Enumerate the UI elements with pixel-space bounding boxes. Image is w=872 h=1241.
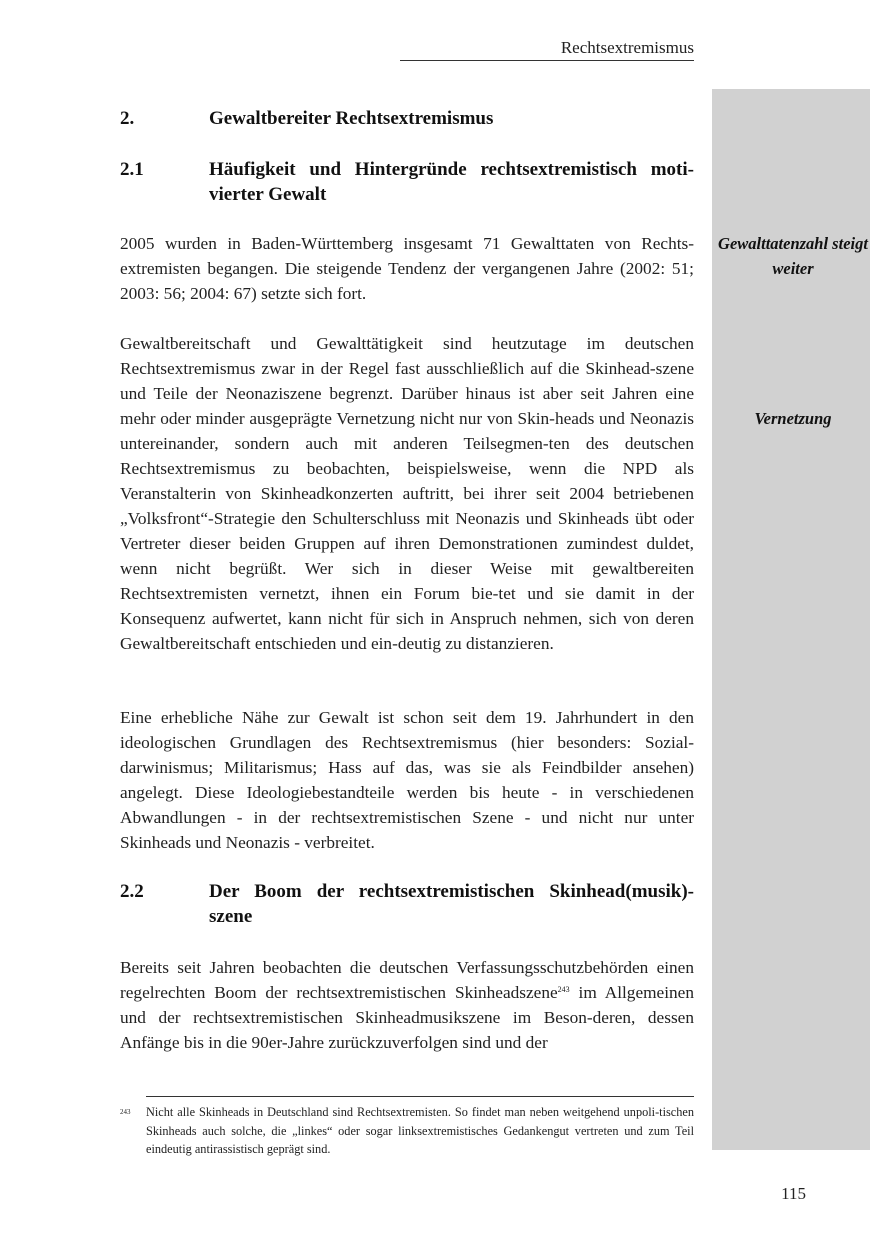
footnote-text: Nicht alle Skinheads in Deutschland sind Rechtsextremisten. So findet man neben weitgehend unpoli-tischen Skinheads auch solche, die „linkes“ oder sogar linksextremistisches Gedankengut vertreten und zum Teil eindeutig antirassistisch geprägt sind. xyxy=(146,1105,694,1156)
section-number: 2. xyxy=(120,108,135,129)
section-number: 2.1 xyxy=(120,159,144,180)
paragraph-text: Bereits seit Jahren beobachten die deutschen Verfassungsschutzbehörden einen regelrechten Boom der rechtsextremistischen Skinheadszene xyxy=(120,958,694,1002)
page-number: 115 xyxy=(781,1184,806,1203)
body-paragraph: Gewaltbereitschaft und Gewalttätigkeit sind heutzutage im deutschen Rechtsextremismus zwar in der Regel fast ausschließlich auf die Skinhead-szene und Teile der Neonaziszene begrenzt. Darüber hinaus ist aber seit Jahren eine mehr oder minder ausgeprägte Vernetzung nicht nur von Skin-heads und Neonazis untereinander, sondern auch mit anderen Teilsegmen-ten des deutschen Rechtsextremismus zu beobachten, beispielsweise, wenn die NPD als Veranstalterin von Skinheadkonzerten auftritt, bei ihrer seit 2004 betriebenen „Volksfront“-Strategie den Schulterschluss mit Neonazis und Skinheads übt oder Vertreter dieser beiden Gruppen auf ihren Demonstrationen zumindest duldet, wenn nicht begrüßt. Wer sich in dieser Weise mit gewaltbereiten Rechtsextremisten vernetzt, ihnen ein Forum bie-tet und sie damit in der Konsequenz aufwertet, kann nicht für sich in Anspruch nehmen, sich von deren Gewaltbereitschaft entschieden und ein-deutig zu distanzieren. xyxy=(120,334,694,653)
margin-note-gewalttatenzahl: Gewalttatenzahl steigt weiter xyxy=(718,234,868,278)
paragraph-text: im Allgemeinen und der rechtsextremistischen Skinheadmusikszene im Beson-deren, dessen Anfänge bis in die 90er-Jahre zurückzuverfolgen sind und der xyxy=(120,983,694,1052)
margin-note-vernetzung: Vernetzung xyxy=(754,409,832,428)
body-paragraph: Eine erhebliche Nähe zur Gewalt ist schon seit dem 19. Jahrhundert in den ideologischen Grundlagen des Rechtsextremismus (hier besonders: Sozial-darwinismus; Militarismus; Hass auf das, was sie als Feindbilder ansehen) angelegt. Diese Ideologiebestandteile werden bis heute - in verschiedenen Abwandlungen - in der rechtsextremistischen Szene - und nicht nur unter Skinheads und Neonazis - verbreitet. xyxy=(120,708,694,852)
header-rule xyxy=(400,60,694,61)
footnote-rule xyxy=(146,1096,694,1097)
section-heading-2-2 xyxy=(120,879,694,929)
header-title: Rechtsextremismus xyxy=(560,38,694,57)
section-heading-2 xyxy=(120,106,694,131)
section-title: Der Boom der rechtsextremistischen Skinhead(musik)-szene xyxy=(209,881,694,927)
body-paragraph: 2005 wurden in Baden-Württemberg insgesamt 71 Gewalttaten von Rechts-extremisten begangen. Die steigende Tendenz der vergangenen Jahre (2002: 51; 2003: 56; 2004: 67) setzte sich fort. xyxy=(120,234,694,303)
footnote-reference[interactable]: 243 xyxy=(557,985,570,994)
section-heading-2-1 xyxy=(120,157,694,207)
body-paragraph xyxy=(120,955,694,1055)
section-title: Gewaltbereiter Rechtsextremismus xyxy=(209,108,494,129)
footnote xyxy=(120,1103,694,1159)
section-number: 2.2 xyxy=(120,881,144,902)
section-title: Häufigkeit und Hintergründe rechtsextremistisch moti-vierter Gewalt xyxy=(209,159,694,205)
footnote-marker: 243 xyxy=(120,1108,131,1116)
